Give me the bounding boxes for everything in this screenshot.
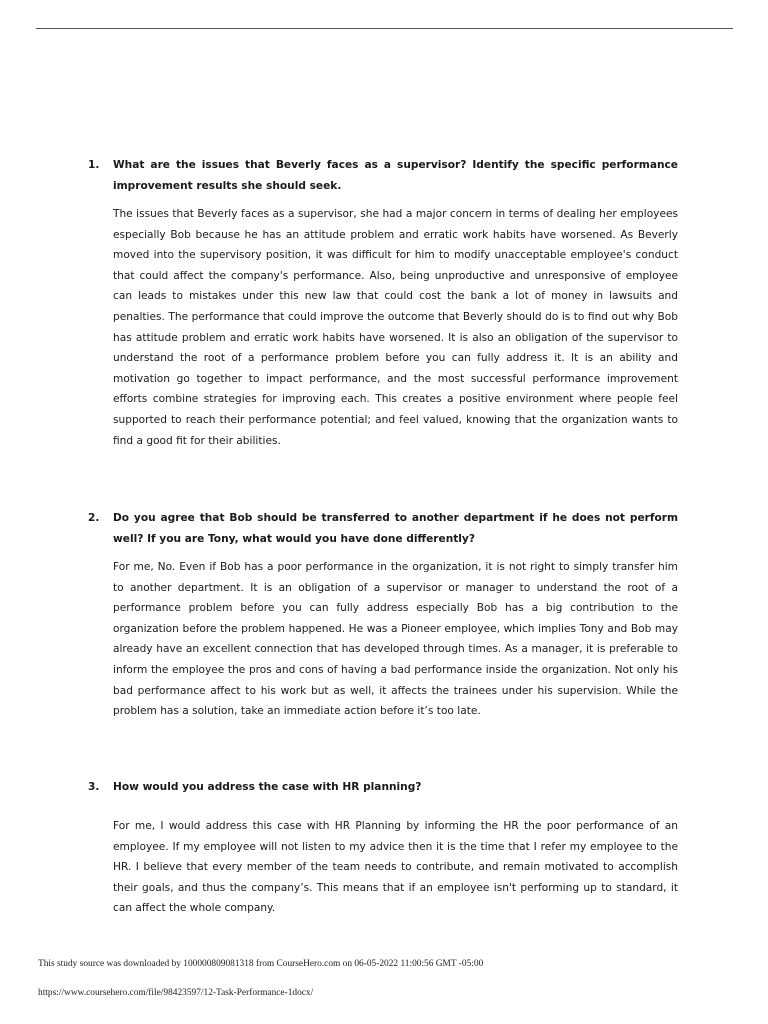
question-1: [88, 155, 678, 197]
source-url[interactable]: https://www.coursehero.com/file/98423597/12-Task-Performance-1docx/: [38, 988, 314, 998]
question-text: Do you agree that Bob should be transferred to another department if he does not perform well? If you are Tony, what would you have done differently?: [113, 512, 678, 545]
question-block-3: [88, 777, 678, 919]
download-notice: This study source was downloaded by 100000809081318 from CourseHero.com on 06-05-2022 11:00:56 GMT -05:00: [38, 959, 484, 969]
answer-2: For me, No. Even if Bob has a poor performance in the organization, it is not right to simply transfer him to another department. It is an obligation of a supervisor or manager to understand the root of a performance problem before you can fully address especially Bob has a big contribution to the organization before the problem happened. He was a Pioneer employee, which implies Tony and Bob may already have an excellent connection that has developed through times. As a manager, it is preferable to inform the employee the pros and cons of having a bad performance inside the organization. Not only his bad performance affect to his work but as well, it affects the trainees under his supervision. While the problem has a solution, take an immediate action before it’s too late.: [113, 561, 678, 718]
question-text: How would you address the case with HR planning?: [113, 781, 422, 793]
question-block-2: [88, 508, 678, 722]
answer-3: For me, I would address this case with HR Planning by informing the HR the poor performance of an employee. If my employee will not listen to my advice then it is the time that I refer my employee to the HR. I believe that every member of the team needs to contribute, and remain motivated to accomplish their goals, and thus the company’s. This means that if an employee isn't performing up to standard, it can affect the whole company.: [113, 820, 678, 915]
question-text: What are the issues that Beverly faces as a supervisor? Identify the specific performance improvement results she should seek.: [113, 159, 678, 192]
header-rule: [36, 28, 733, 29]
question-number: 1.: [88, 159, 100, 171]
question-3: [88, 777, 678, 798]
question-block-1: [88, 155, 678, 451]
answer-1: The issues that Beverly faces as a supervisor, she had a major concern in terms of dealing her employees especially Bob because he has an attitude problem and erratic work habits have worsened. As Beverly moved into the supervisory position, it was difficult for him to modify unacceptable employee's conduct that could affect the company's performance. Also, being unproductive and unresponsive of employee can leads to mistakes under this new law that could cost the bank a lot of money in lawsuits and penalties. The performance that could improve the outcome that Beverly should do is to find out why Bob has attitude problem and erratic work habits have worsened. It is also an obligation of the supervisor to understand the root of a performance problem before you can fully address it. It is an ability and motivation go together to impact performance, and the most successful performance improvement efforts combine strategies for improving each. This creates a positive environment where people feel supported to reach their performance potential; and feel valued, knowing that the organization wants to find a good fit for their abilities.: [113, 208, 678, 447]
question-2: [88, 508, 678, 550]
question-number: 2.: [88, 512, 100, 524]
question-number: 3.: [88, 781, 100, 793]
